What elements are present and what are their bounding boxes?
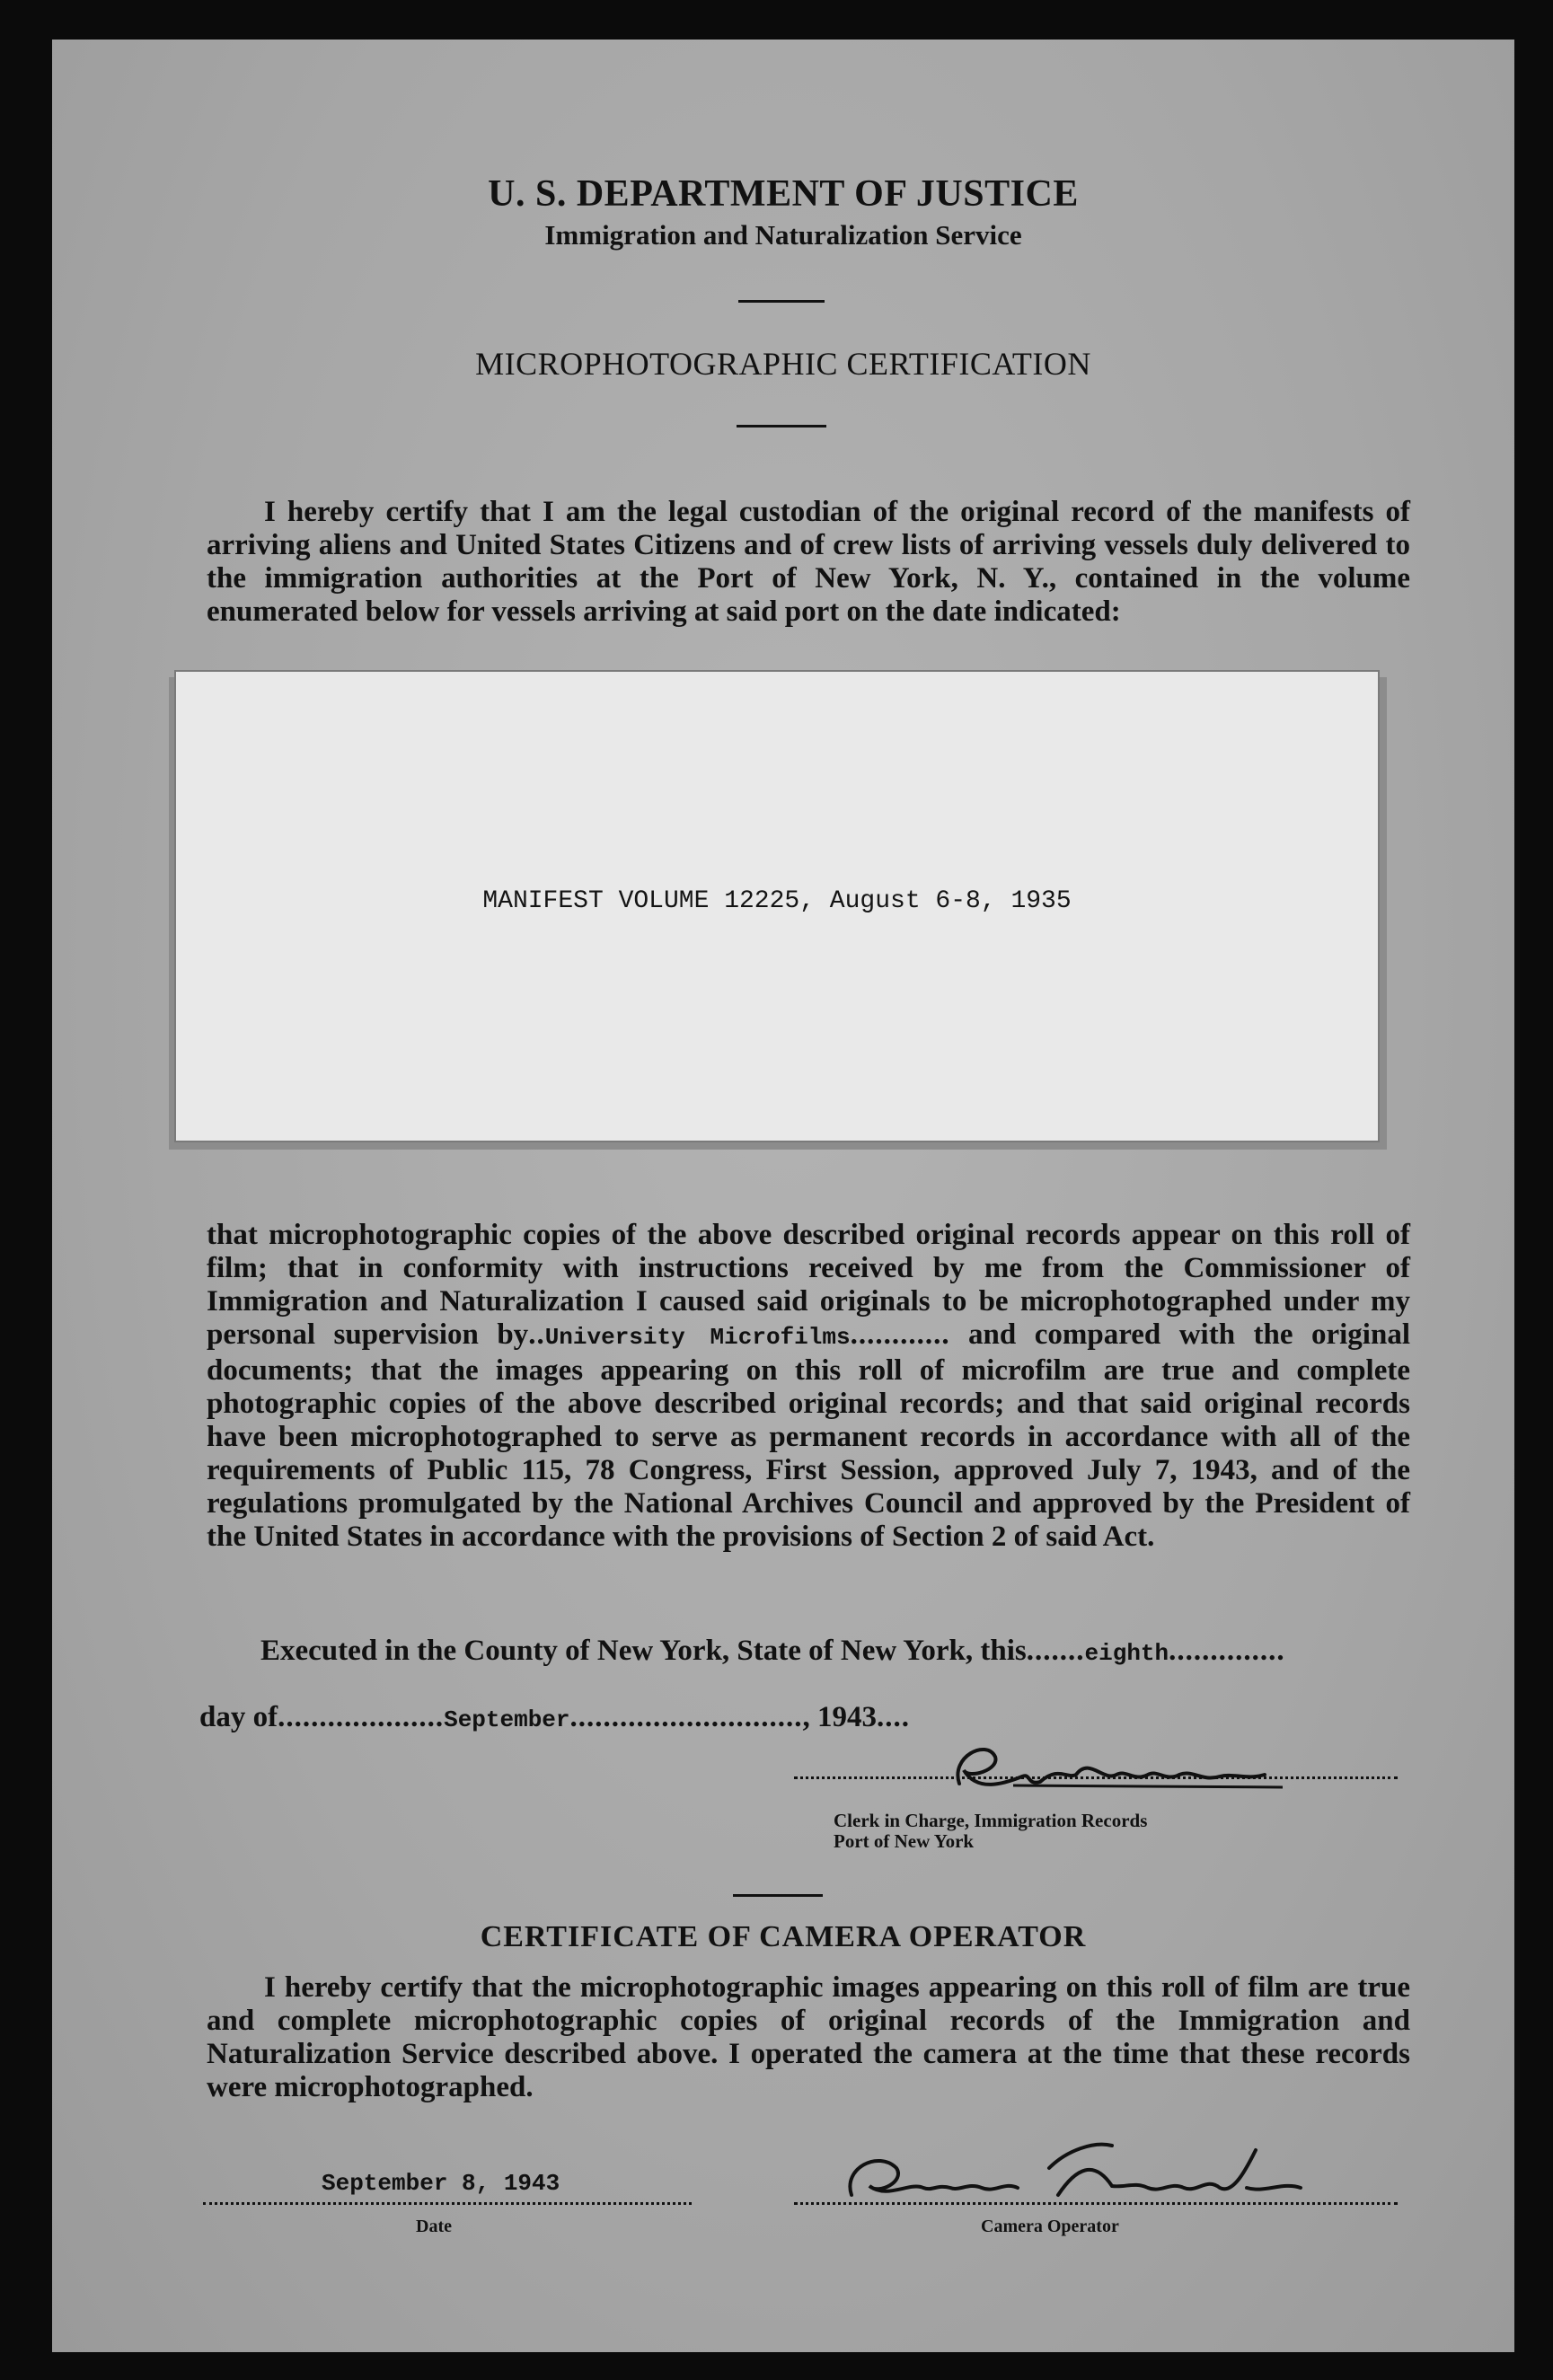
clerk-title [834,1811,1147,1852]
execution-line: Executed in the County of New York, State of New York, this.......eighth.............. [260,1635,1285,1667]
clerk-signature [923,1730,1301,1811]
day-of-label: day of [199,1701,278,1733]
execution-date-line: day of....................September............................, 1943.... [199,1701,911,1733]
date-line [203,2202,692,2205]
camera-operator-line [794,2202,1398,2205]
clerk-signature-line [794,1776,1398,1779]
execution-prefix: Executed in the County of New York, State of New York, this [260,1635,1027,1667]
certificate-page [52,40,1514,2352]
department-title: U. S. DEPARTMENT OF JUSTICE [488,173,1079,215]
divider [733,1894,823,1897]
camera-operator-title: CERTIFICATE OF CAMERA OPERATOR [480,1920,1087,1953]
execution-year-prefix: , 194 [802,1701,862,1733]
clerk-title-line1: Clerk in Charge, Immigration Records [834,1810,1148,1831]
execution-year-digit: 3 [861,1701,878,1733]
manifest-volume-label: MANIFEST VOLUME 12225, August 6-8, 1935 [482,887,1072,915]
certification-title: MICROPHOTOGRAPHIC CERTIFICATION [475,346,1091,382]
camera-operator-label: Camera Operator [981,2217,1119,2236]
body-paragraph: that microphotographic copies of the above described original records appear on this roll of film; that in conformity with instructions received by me from the Commissioner of Immigration and Naturalization I caused said originals to be microphotographed under my personal supervision by..University Microfilms............ and compared with the original documents; that the images appearing on this roll of microfilm are true and complete photographic copies of the above described original records; and that said original records have been microphotographed to serve as permanent records in accordance with all of the requirements of Public 115, 78 Congress, First Session, approved July 7, 1943, and of the regulations promulgated by the National Archives Council and approved by the President of the United States in accordance with the provisions of Section 2 of said Act. [207,1219,1410,1553]
supervisor-name: University Microfilms [544,1324,851,1351]
execution-day: eighth [1084,1640,1169,1667]
clerk-title-line2: Port of New York [834,1830,975,1852]
execution-month: September [444,1706,570,1733]
body-text-part1: that microphotographic copies of the above described original records appear on this roll of film; that in conformity with instructions received by me from the Commissioner of Immigration and Naturalization I caused said originals to be microphotographed under my personal supervision by [207,1219,1410,1351]
date-label: Date [416,2217,452,2236]
divider [737,425,826,428]
divider [738,300,825,303]
department-subtitle: Immigration and Naturalization Service [544,219,1022,251]
camera-operator-signature [825,2132,1328,2222]
body-text-part2: and compared with the original documents; that the images appearing on this roll of microfilm are true and complete photographic copies of the above described original records; and that said original records have been microphotographed to serve as permanent records in accordance with all of the requirements of Public 115, 78 Congress, First Session, approved July 7, 1943, and of the regulations promulgated by the National Archives Council and approved by the President of the United States in accordance with the provisions of Section 2 of said Act. [207,1318,1410,1553]
camera-operator-paragraph: I hereby certify that the microphotographic images appearing on this roll of film are true and complete microphotographic copies of original records of the Immigration and Naturalization Service described above. I operated the camera at the time that these records were microphotographed. [207,1971,1410,2103]
manifest-volume-card [174,670,1380,1142]
intro-paragraph: I hereby certify that I am the legal custodian of the original record of the manifests of arriving aliens and United States Citizens and of crew lists of arriving vessels duly delivered to the immigration authorities at the Port of New York, N. Y., contained in the volume enumerated below for vessels arriving at said port on the date indicated: [207,496,1410,628]
certification-date: September 8, 1943 [322,2170,560,2197]
